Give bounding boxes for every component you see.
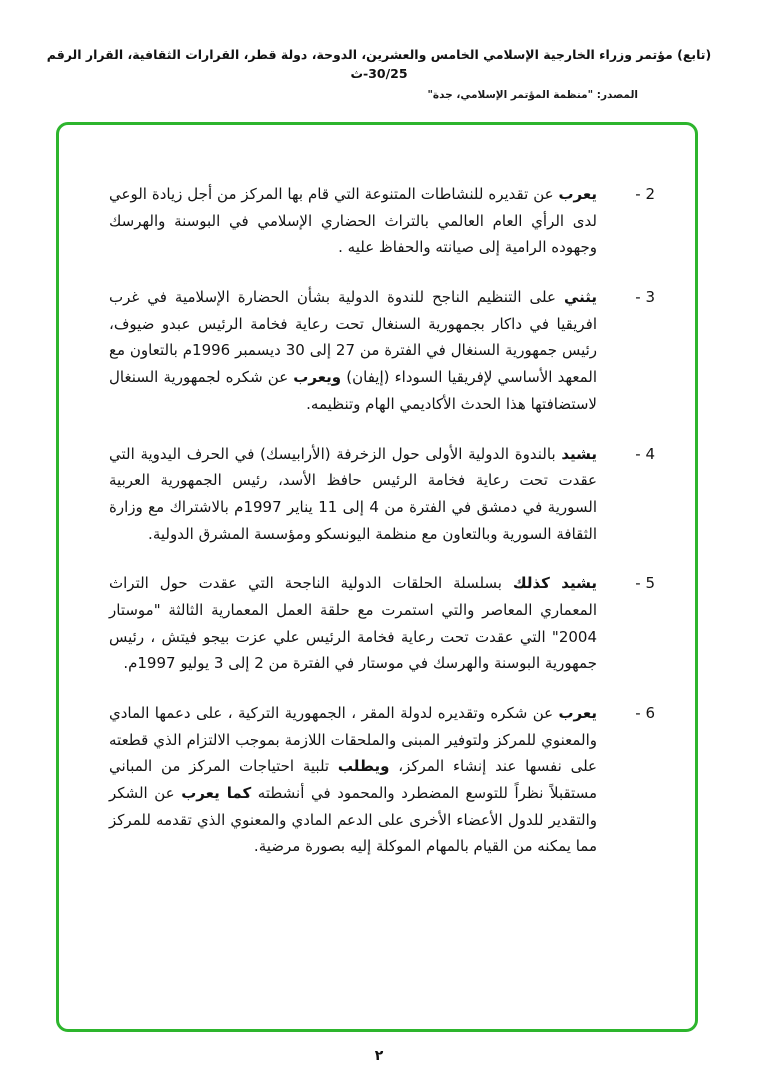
paragraph-number: 5 - bbox=[635, 574, 655, 593]
paragraph-text: يشيد كذلك بسلسلة الحلقات الدولية الناجحة التي عقدت حول التراث المعماري المعاصر والتي استمرت مع حلقة العمل المعمارية الثالثة "موستار 2004" التي عقدت تحت رعاية فخامة الرئيس علي عزت بيجو فيتش ، رئيس جمهورية البوسنة والهرسك في موستار في الفترة من 2 إلى 3 يوليو 1997م. bbox=[109, 574, 597, 673]
header-title: (تابع) مؤتمر وزراء الخارجية الإسلامي الخامس والعشرين، الدوحة، دولة قطر، القرارات الثقافية، القرار الرقم 30/25-ث bbox=[46, 47, 712, 81]
content-border-box bbox=[56, 122, 698, 1032]
paragraph-number: 6 - bbox=[635, 704, 655, 722]
paragraph-text: يعرب عن تقديره للنشاطات المتنوعة التي قام بها المركز من أجل زيادة الوعي لدى الرأي العام العالمي بالتراث الحضاري الإسلامي في البوسنة والهرسك وجهوده الرامية إلى صيانته والحفاظ عليه . bbox=[109, 185, 597, 257]
paragraph-number: 3 - bbox=[635, 288, 655, 307]
paragraph-item bbox=[109, 181, 655, 261]
page-number: ٢ bbox=[374, 1048, 384, 1064]
paragraph-number: 2 - bbox=[635, 185, 655, 203]
paragraph-text: يعرب عن شكره وتقديره لدولة المقر ، الجمهورية التركية ، على دعمها المادي والمعنوي للمركز ولتوفير المبنى والملحقات اللازمة بموجب الالتزام الذي قطعته على نفسها عند إنشاء المركز، ويطلب تلبية احتياجات المركز من المباني مستقبلاً نظراً للتوسع المضطرد والمحمود في أنشطته كما يعرب عن الشكر والتقدير للدول الأعضاء الأخرى على الدعم المادي والمعنوي الذي تقدمه للمركز مما يمكنه من القيام بالمهام الموكلة إليه بصورة مرضية. bbox=[109, 704, 598, 856]
paragraph-text: يشيد بالندوة الدولية الأولى حول الزخرفة (الأرابيسك) في الحرف اليدوية التي عقدت تحت رعاية فخامة الرئيس حافظ الأسد، رئيس الجمهورية العربية السورية في دمشق في الفترة من 4 إلى 11 يناير 1997م بالاشتراك مع وزارة الثقافة السورية وبالتعاون مع منظمة اليونسكو ومؤسسة المشرق الدولية. bbox=[109, 444, 597, 543]
paragraph-item bbox=[109, 441, 655, 548]
source-line: المصدر: "منظمة المؤتمر الإسلامي، جدة" bbox=[427, 88, 638, 101]
paragraph-item bbox=[109, 700, 655, 860]
document-header bbox=[0, 0, 758, 84]
paragraph-item bbox=[109, 570, 655, 677]
paragraph-item bbox=[109, 284, 655, 417]
paragraph-number: 4 - bbox=[635, 444, 655, 463]
paragraph-text: يثني على التنظيم الناجح للندوة الدولية بشأن الحضارة الإسلامية في غرب افريقيا في داكار بجمهورية السنغال تحت رعاية فخامة الرئيس عبدو ضيوف، رئيس جمهورية السنغال في الفترة من 27 إلى 30 ديسمبر 1996م بالتعاون مع المعهد الأساسي لإفريقيا السوداء (إيفان) ويعرب عن شكره لجمهورية السنغال لاستضافتها هذا الحدث الأكاديمي الهام وتنظيمه. bbox=[109, 288, 598, 413]
